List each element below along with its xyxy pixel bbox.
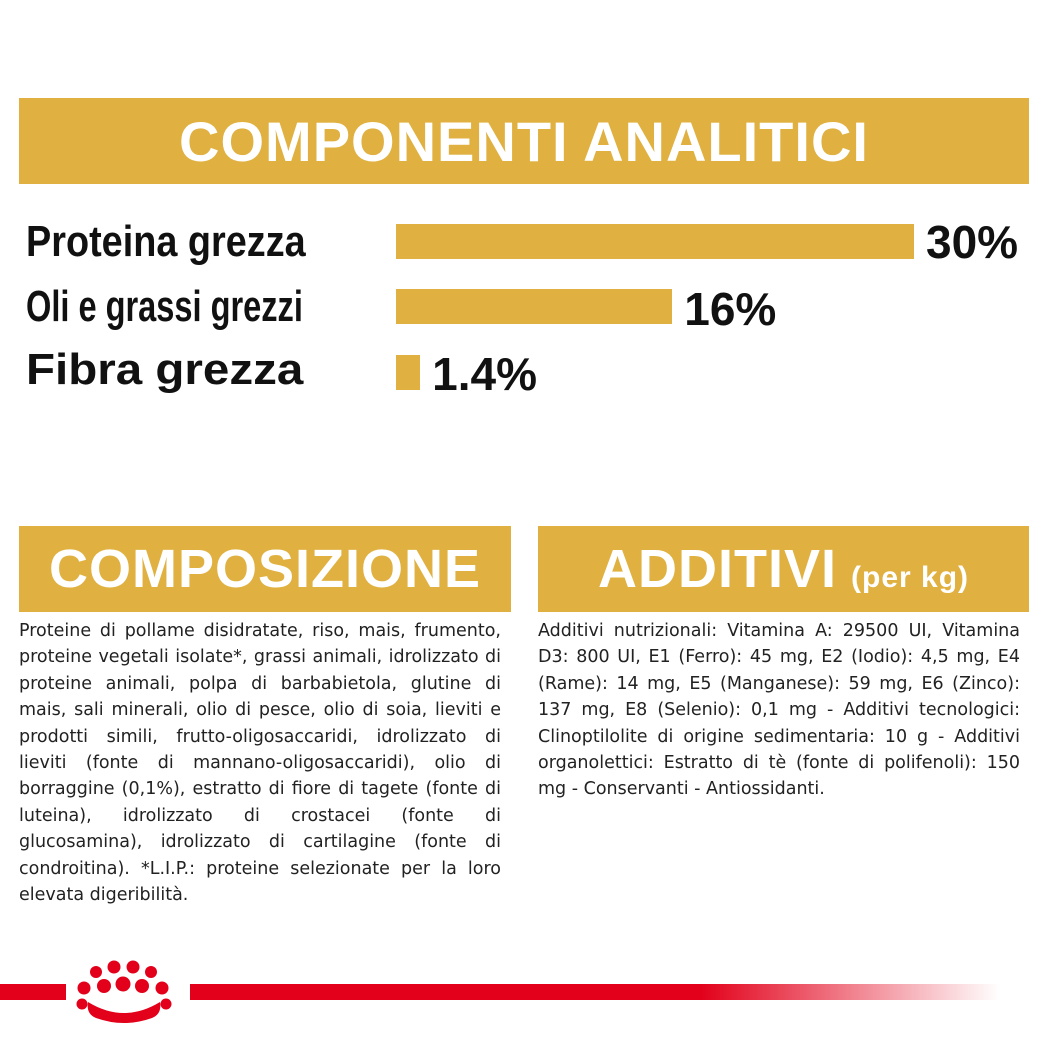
additives-header	[538, 526, 1029, 612]
composition-header	[19, 526, 511, 612]
analytic-components-header	[19, 98, 1029, 184]
composition-text: Proteine di pollame disidratate, riso, mais, frumento, proteine vegetali isolate*, grassi animali, idrolizzato di proteine animali, polpa di barbabietola, glutine di mais, sali minerali, olio di pesce, olio di soia, lieviti e prodotti simili, frutto-oligosaccaridi, idrolizzato di lieviti (fonte di mannano-oligosaccaridi), olio di borraggine (0,1%), estratto di fiore di tagete (fonte di luteina), idrolizzato di crostacei (fonte di glucosamina), idrolizzato di cartilagine (fonte di condroitina). *L.I.P.: proteine selezionate per la loro elevata digeribilità.	[19, 621, 501, 906]
fiber-value: 1.4%	[432, 348, 538, 400]
fat-value: 16%	[684, 283, 777, 335]
additives-title: ADDITIVI	[597, 539, 837, 599]
composition-title: COMPOSIZIONE	[48, 539, 482, 599]
royal-canin-crown-icon	[66, 958, 190, 1028]
additives-title-suffix: (per kg)	[851, 561, 970, 594]
analytic-components-title: COMPONENTI ANALITICI	[179, 109, 869, 173]
fiber-label: Fibra grezza	[26, 345, 304, 394]
protein-label: Proteina grezza	[26, 217, 306, 266]
fat-label: Oli e grassi grezzi	[26, 282, 303, 331]
fiber-bar	[396, 355, 420, 390]
additives-text: Additivi nutrizionali: Vitamina A: 29500 UI, Vitamina D3: 800 UI, E1 (Ferro): 45 mg, E2 (Iodio): 4,5 mg, E4 (Rame): 14 mg, E5 (Manganese): 59 mg, E6 (Zinco): 137 mg, E8 (Selenio): 0,1 mg - Additivi tecnologici: Clinoptilolite di origine sedimentaria: 10 g - Additivi organolettici: Estratto di tè (fonte di polifenoli): 150 mg - Conservanti - Antiossidanti.	[538, 621, 1020, 800]
fat-bar	[396, 289, 672, 324]
protein-bar	[396, 224, 914, 259]
protein-value: 30%	[926, 216, 1019, 268]
